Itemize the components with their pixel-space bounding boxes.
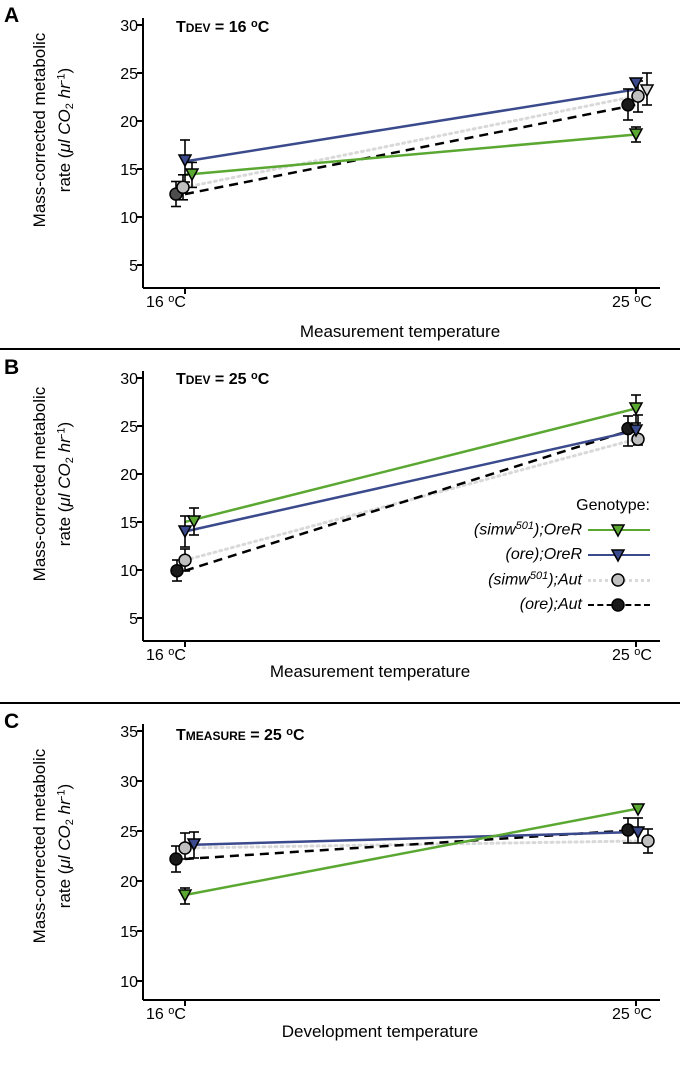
triangle-down-icon [610, 522, 626, 543]
panel-b-annotation: TDEV = 25 $^o$C [176, 370, 270, 388]
legend-item-simw-orer [350, 517, 650, 542]
panel-c-ytick-20: 20 [120, 874, 138, 891]
panel-c-ylabel: Mass-corrected metabolic rate (μl $CO_2$ $hr^{-1}$) [30, 748, 76, 944]
panel-c-ytick-35: 35 [120, 724, 138, 741]
panel-a-plot [0, 0, 680, 350]
legend-sample-ore-aut [588, 593, 650, 617]
legend-sample-simw-orer [588, 518, 650, 542]
panel-a-xtick-25: 25 $^o$C [612, 293, 652, 311]
panel-b-xtick-25: 25 $^o$C [612, 646, 652, 664]
panel-divider-1 [0, 348, 680, 350]
panel-a [0, 0, 680, 350]
panel-a-annotation: TDEV = 16 $^o$C [176, 18, 270, 36]
panel-b-ytick-25: 25 [120, 419, 138, 436]
panel-b-letter: B [4, 356, 20, 379]
legend-label-ore-aut: (ore);Aut [519, 595, 582, 613]
panel-a-ytick-30: 30 [120, 18, 138, 35]
panel-a-xtick-16: 16 $^o$C [146, 293, 186, 311]
panel-c-ytick-10: 10 [120, 974, 138, 991]
panel-b-ytick-20: 20 [120, 467, 138, 484]
circle-icon [610, 572, 626, 593]
legend-item-ore-orer [350, 542, 650, 567]
panel-b-ylabel: Mass-corrected metabolic rate (μl $CO_2$ $hr^{-1}$) [30, 386, 76, 582]
legend-item-simw-aut [350, 567, 650, 592]
panel-divider-2 [0, 702, 680, 704]
panel-c-ytick-25: 25 [120, 824, 138, 841]
panel-c-annotation: TMEASURE = 25 $^o$C [176, 726, 305, 744]
panel-b-ytick-5: 5 [129, 611, 138, 628]
legend-sample-simw-aut [588, 568, 650, 592]
legend-sample-ore-orer [588, 543, 650, 567]
legend-label-simw-orer: (simw$^{501}$);OreR [473, 519, 582, 539]
legend-title: Genotype: [576, 497, 650, 514]
triangle-down-icon [610, 547, 626, 568]
panel-a-ytick-20: 20 [120, 114, 138, 131]
panel-a-ytick-5: 5 [129, 258, 138, 275]
legend-label-ore-orer: (ore);OreR [505, 545, 582, 563]
panel-b [0, 352, 680, 704]
panel-c-ytick-30: 30 [120, 774, 138, 791]
panel-c-xaxis-title: Development temperature [281, 1022, 479, 1041]
panel-a-letter: A [4, 4, 20, 27]
panel-b-ytick-30: 30 [120, 371, 138, 388]
panel-b-ytick-15: 15 [120, 515, 138, 532]
legend [350, 497, 650, 617]
panel-c-xtick-16: 16 $^o$C [146, 1005, 186, 1023]
panel-c-plot [0, 706, 680, 1068]
panel-a-ytick-25: 25 [120, 66, 138, 83]
circle-icon [610, 597, 626, 618]
panel-a-ylabel: Mass-corrected metabolic rate (μl $CO_2$ $hr^{-1}$) [30, 32, 76, 228]
panel-a-ytick-10: 10 [120, 210, 138, 227]
panel-b-xaxis-title: Measurement temperature [269, 662, 471, 681]
panel-c [0, 706, 680, 1068]
legend-item-ore-aut [350, 592, 650, 617]
panel-a-xaxis-title: Measurement temperature [299, 322, 501, 341]
panel-c-ytick-15: 15 [120, 924, 138, 941]
panel-c-letter: C [4, 710, 20, 733]
panel-a-ytick-15: 15 [120, 162, 138, 179]
panel-c-xtick-25: 25 $^o$C [612, 1005, 652, 1023]
legend-label-simw-aut: (simw$^{501}$);Aut [488, 569, 582, 589]
panel-b-ytick-10: 10 [120, 563, 138, 580]
panel-b-xtick-16: 16 $^o$C [146, 646, 186, 664]
